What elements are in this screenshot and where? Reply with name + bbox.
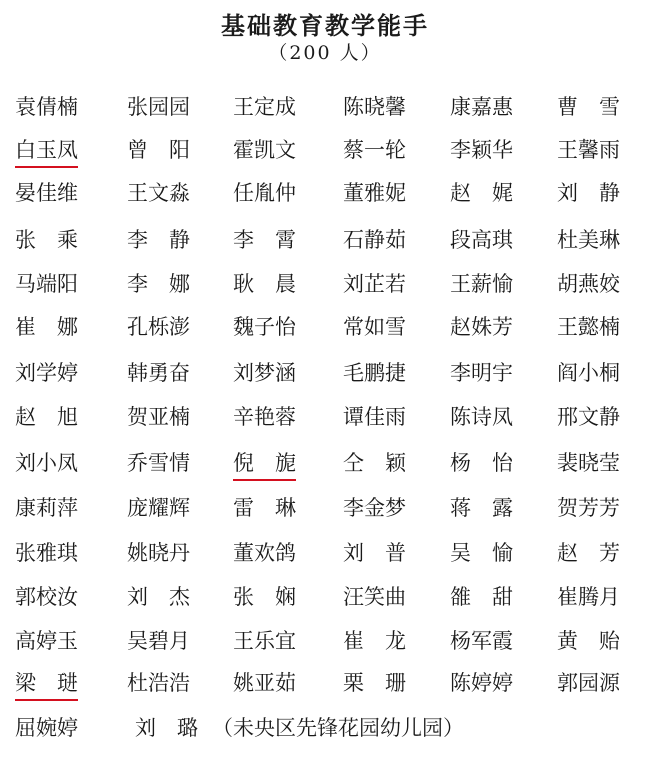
- name-cell: 雒 甜: [450, 585, 513, 609]
- name-cell: 耿 晨: [233, 272, 296, 296]
- name-cell: 姚亚茹: [233, 671, 296, 695]
- name-cell: 梁 琎: [15, 668, 78, 701]
- name-cell: 陈婷婷: [450, 671, 513, 695]
- name-cell: 吴碧月: [127, 629, 190, 653]
- name-cell: 杨 怡: [450, 451, 513, 475]
- name-row: [0, 402, 650, 432]
- name-cell: 贺芳芳: [557, 496, 620, 520]
- name-cell: 董欢鸽: [233, 541, 296, 565]
- name-cell: 姚晓丹: [127, 541, 190, 565]
- name-cell: 王薪愉: [450, 272, 513, 296]
- name-cell: 康嘉惠: [450, 95, 513, 119]
- name-cell: 任胤仲: [233, 181, 296, 205]
- name-cell: 陈晓馨: [343, 95, 406, 119]
- name-row: [0, 358, 650, 388]
- name-cell: 赵 芳: [557, 541, 620, 565]
- name-row: [0, 582, 650, 612]
- name-cell: 常如雪: [343, 315, 406, 339]
- name-cell: 倪 旎: [233, 448, 296, 481]
- name-cell: 赵 旭: [15, 405, 78, 429]
- name-cell: 吴 愉: [450, 541, 513, 565]
- name-cell: 李明宇: [450, 361, 513, 385]
- name-cell: 孔栎澎: [127, 315, 190, 339]
- name-cell: 王定成: [233, 95, 296, 119]
- name-row: [0, 135, 650, 165]
- name-row: [0, 668, 650, 698]
- name-cell: 张 娴: [233, 585, 296, 609]
- name-cell: 阎小桐: [557, 361, 620, 385]
- name-cell: 仝 颖: [343, 451, 406, 475]
- name-cell: 袁倩楠: [15, 95, 78, 119]
- name-cell: 蔡一轮: [343, 138, 406, 162]
- name-cell: 王馨雨: [557, 138, 620, 162]
- name-cell: 刘芷若: [343, 272, 406, 296]
- name-cell: 陈诗凤: [450, 405, 513, 429]
- name-row: [0, 448, 650, 478]
- name-row: [0, 178, 650, 208]
- name-cell: 张雅琪: [15, 541, 78, 565]
- name-cell: 马端阳: [15, 272, 78, 296]
- name-cell: 郭园源: [557, 671, 620, 695]
- name-cell: 黄 贻: [557, 629, 620, 653]
- name-cell: 刘 普: [343, 541, 406, 565]
- name-cell: 李 霄: [233, 228, 296, 252]
- name-row: [0, 269, 650, 299]
- name-cell: 曹 雪: [557, 95, 620, 119]
- page-title: 基础教育教学能手: [221, 11, 429, 40]
- name-cell: 段高琪: [450, 228, 513, 252]
- name-cell: 辛艳蓉: [233, 405, 296, 429]
- name-cell: 谭佳雨: [343, 405, 406, 429]
- name-cell: 康莉萍: [15, 496, 78, 520]
- name-cell: 胡燕姣: [557, 272, 620, 296]
- name-cell: 刘 静: [557, 181, 620, 205]
- name-cell: 杨军霞: [450, 629, 513, 653]
- name-cell: 汪笑曲: [343, 585, 406, 609]
- name-cell: 王文淼: [127, 181, 190, 205]
- name-cell: 邢文静: [557, 405, 620, 429]
- name-cell: 魏子怡: [233, 315, 296, 339]
- name-cell: 高婷玉: [15, 629, 78, 653]
- name-cell: 王乐宜: [233, 629, 296, 653]
- name-row: [0, 92, 650, 122]
- name-cell: 乔雪情: [127, 451, 190, 475]
- name-cell: 董雅妮: [343, 181, 406, 205]
- name-cell: 李 静: [127, 228, 190, 252]
- name-row-last: [0, 713, 650, 743]
- name-cell: 郭校汝: [15, 585, 78, 609]
- name-cell: 雷 琳: [233, 496, 296, 520]
- name-row: [0, 312, 650, 342]
- school-note: （未央区先锋花园幼儿园）: [212, 716, 464, 740]
- name-cell: 白玉凤: [15, 135, 78, 168]
- name-cell: 崔腾月: [557, 585, 620, 609]
- name-cell: 崔 龙: [343, 629, 406, 653]
- name-cell: 庞耀辉: [127, 496, 190, 520]
- name-cell: 李 娜: [127, 272, 190, 296]
- name-cell: 屈婉婷: [15, 716, 78, 740]
- name-row: [0, 626, 650, 656]
- name-cell: 刘梦涵: [233, 361, 296, 385]
- name-row: [0, 538, 650, 568]
- name-cell: 王懿楠: [557, 315, 620, 339]
- name-cell: 赵 娓: [450, 181, 513, 205]
- name-cell: 韩勇奋: [127, 361, 190, 385]
- name-cell: 李金梦: [343, 496, 406, 520]
- page-subtitle: （200 人）: [268, 42, 382, 64]
- name-cell: 张园园: [127, 95, 190, 119]
- name-cell: 贺亚楠: [127, 405, 190, 429]
- name-cell: 崔 娜: [15, 315, 78, 339]
- name-cell: 刘小凤: [15, 451, 78, 475]
- name-cell: 刘 杰: [127, 585, 190, 609]
- name-cell: 裴晓莹: [557, 451, 620, 475]
- name-cell: 刘学婷: [15, 361, 78, 385]
- name-cell: 杜浩浩: [127, 671, 190, 695]
- name-row: [0, 493, 650, 523]
- name-row: [0, 225, 650, 255]
- name-cell: 毛鹏捷: [343, 361, 406, 385]
- name-cell: 张 乘: [15, 228, 78, 252]
- name-cell: 刘 璐: [135, 716, 198, 740]
- name-cell: 李颖华: [450, 138, 513, 162]
- name-cell: 蒋 露: [450, 496, 513, 520]
- name-cell: 杜美琳: [557, 228, 620, 252]
- name-cell: 栗 珊: [343, 671, 406, 695]
- name-cell: 霍凯文: [233, 138, 296, 162]
- name-cell: 晏佳维: [15, 181, 78, 205]
- name-cell: 石静茹: [343, 228, 406, 252]
- name-cell: 赵姝芳: [450, 315, 513, 339]
- name-cell: 曾 阳: [127, 138, 190, 162]
